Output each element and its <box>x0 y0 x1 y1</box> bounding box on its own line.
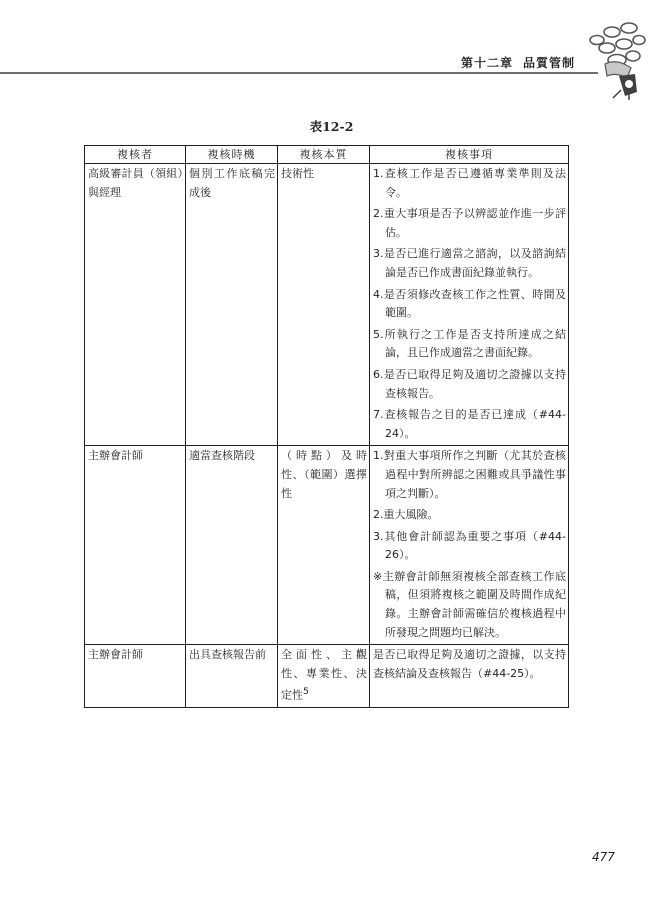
review-items-list <box>373 447 566 642</box>
timing-cell: 適當查核階段 <box>186 446 278 645</box>
list-item: 2.重大風險。 <box>373 508 439 522</box>
chapter-number: 第十二章 <box>460 56 513 70</box>
list-item: 4.是否須修改查核工作之性質、時間及範圍。 <box>373 287 566 320</box>
table-row <box>85 164 569 446</box>
footnote-marker: 5 <box>303 686 309 698</box>
chapter-title: 品質管制 <box>522 56 575 70</box>
nature-text: 全面性、主觀性、專業性、決定性 <box>281 648 367 703</box>
page-number: 477 <box>592 850 615 864</box>
column-header-reviewer: 複核者 <box>85 146 186 164</box>
chapter-header <box>461 54 575 71</box>
nature-cell: （時點）及時性、（範圍）選擇性 <box>278 446 370 645</box>
header-divider <box>0 72 598 74</box>
column-header-nature: 複核本質 <box>278 146 370 164</box>
timing-cell: 出具查核報告前 <box>186 645 278 707</box>
list-item: 1.對重大事項所作之判斷（尤其於查核過程中對所辨認之困難或具爭議性事項之判斷）。 <box>373 449 566 500</box>
items-cell <box>370 446 569 645</box>
reviewer-cell: 主辦會計師 <box>85 645 186 707</box>
column-header-timing: 複核時機 <box>186 146 278 164</box>
timing-cell: 個別工作底稿完成後 <box>186 164 278 446</box>
review-items-list <box>373 165 566 443</box>
reviewer-cell: 主辦會計師 <box>85 446 186 645</box>
list-item: 3.其他會計師認為重要之事項（#44-26）。 <box>373 529 566 562</box>
list-item: 7.查核報告之目的是否已達成（#44-24）。 <box>373 408 566 440</box>
list-item: ※主辦會計師無須複核全部查核工作底稿，但須將複核之範圍及時間作成紀錄。主辦會計師需確信於複核過程中所發現之問題均已解決。 <box>373 569 566 639</box>
nature-cell <box>278 645 370 707</box>
table-row <box>85 446 569 645</box>
nature-cell: 技術性 <box>278 164 370 446</box>
publisher-logo-icon <box>583 18 649 100</box>
items-cell: 是否已取得足夠及適切之證據，以支持查核結論及查核報告（#44-25）。 <box>370 645 569 707</box>
table-row <box>85 645 569 707</box>
list-item: 5.所執行之工作是否支持所達成之結論，且已作成適當之書面紀錄。 <box>373 327 566 360</box>
list-item: 6.是否已取得足夠及適切之證據以支持查核報告。 <box>373 367 566 400</box>
list-item: 1.查核工作是否已遵循專業準則及法令。 <box>373 167 566 199</box>
table-header-row <box>85 146 569 164</box>
review-table <box>84 145 569 708</box>
column-header-items: 複核事項 <box>370 146 569 164</box>
list-item: 3.是否已進行適當之諮詢，以及諮詢結論是否已作成書面紀錄並執行。 <box>373 247 566 279</box>
list-item: 2.重大事項是否予以辨認並作進一步評估。 <box>373 207 566 239</box>
items-cell <box>370 164 569 446</box>
reviewer-cell: 高級審計員（領組）與經理 <box>85 164 186 446</box>
table-caption: 表12-2 <box>309 119 354 134</box>
